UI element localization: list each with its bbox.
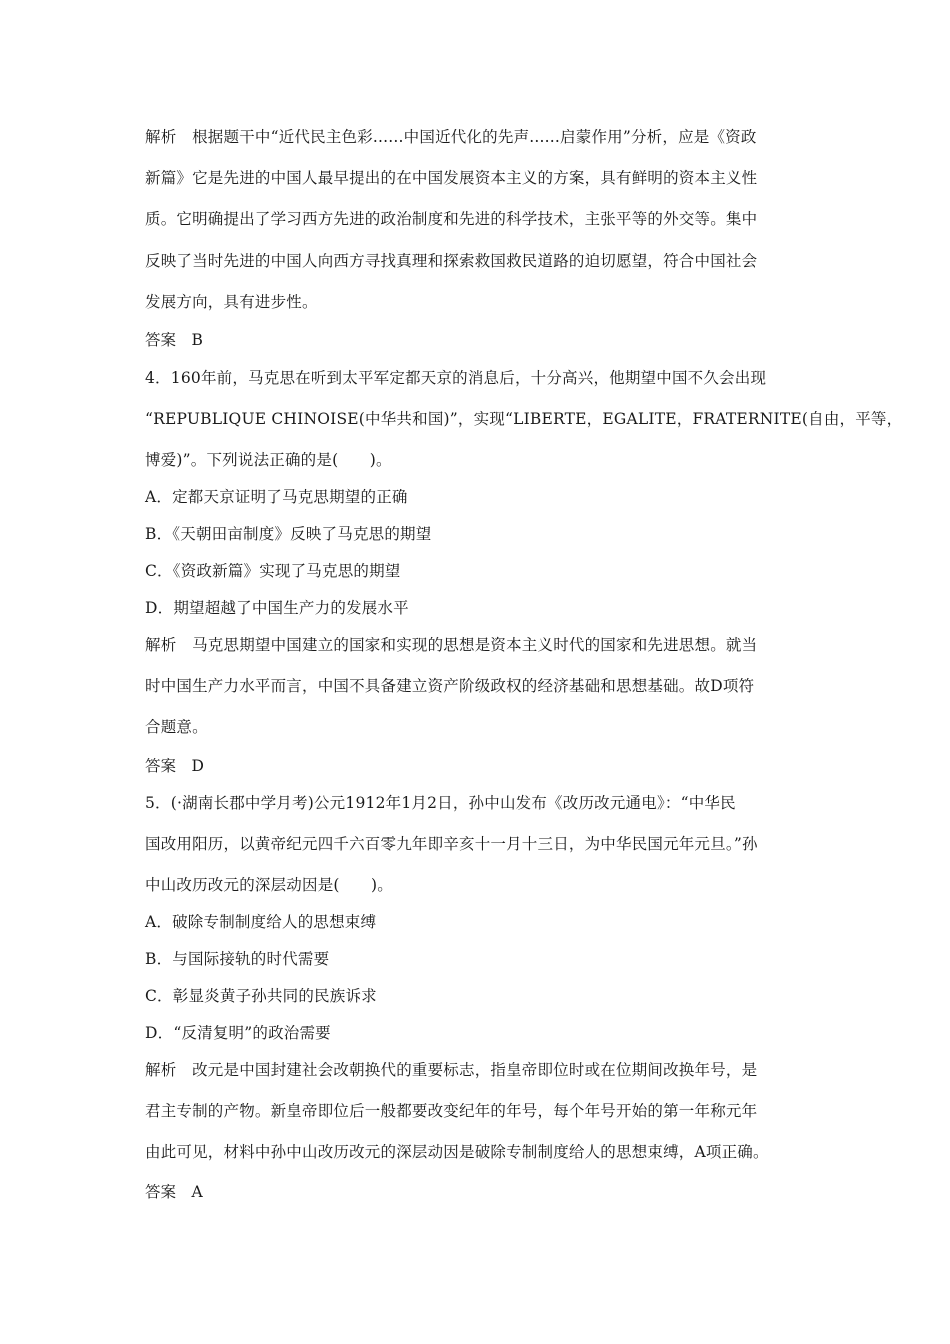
q5-option-c: C．彰显炎黄子孙共同的民族诉求 [145, 987, 377, 1005]
q4-option-a: A．定都天京证明了马克思期望的正确 [145, 488, 408, 506]
q3-analysis-line-2: 新篇》它是先进的中国人最早提出的在中国发展资本主义的方案，具有鲜明的资本主义性 [145, 169, 758, 187]
q4-analysis-line-1: 解析 马克思期望中国建立的国家和实现的思想是资本主义时代的国家和先进思想。就当 [145, 636, 758, 654]
q5-analysis-line-3: 由此可见，材料中孙中山改历改元的深层动因是破除专制制度给人的思想束缚，A项正确。 [145, 1143, 769, 1161]
q4-analysis-line-3: 合题意。 [145, 718, 208, 736]
q4-stem-line-2: “REPUBLIQUE CHINOISE(中华共和国)”，实现“LIBERTE，EGALITE，FRATERNITE(自由，平等， [145, 410, 903, 428]
q5-option-d: D．“反清复明”的政治需要 [145, 1024, 331, 1042]
q4-answer: 答案 D [145, 757, 204, 775]
q3-analysis-line-3: 质。它明确提出了学习西方先进的政治制度和先进的科学技术，主张平等的外交等。集中 [145, 210, 758, 228]
q5-stem-line-1: 5．(·湖南长郡中学月考)公元1912年1月2日，孙中山发布《改历改元通电》：“中华民 [145, 794, 736, 812]
q5-answer: 答案 A [145, 1183, 203, 1201]
q4-analysis-line-2: 时中国生产力水平而言，中国不具备建立资产阶级政权的经济基础和思想基础。故D项符 [145, 677, 755, 695]
q4-stem-line-3: 博爱)”。下列说法正确的是( )。 [145, 451, 392, 469]
q4-option-c: C．《资政新篇》实现了马克思的期望 [145, 562, 401, 580]
q3-analysis-line-1: 解析 根据题干中“近代民主色彩......中国近代化的先声......启蒙作用”分析，应是《资政 [145, 128, 757, 146]
q4-stem-line-1: 4．160年前，马克思在听到太平军定都天京的消息后，十分高兴，他期望中国不久会出现 [145, 369, 767, 387]
q3-analysis-line-4: 反映了当时先进的中国人向西方寻找真理和探索救国救民道路的迫切愿望，符合中国社会 [145, 252, 758, 270]
q5-analysis-line-2: 君主专制的产物。新皇帝即位后一般都要改变纪年的年号，每个年号开始的第一年称元年 [145, 1102, 758, 1120]
q4-option-b: B．《天朝田亩制度》反映了马克思的期望 [145, 525, 432, 543]
q3-analysis-line-5: 发展方向，具有进步性。 [145, 293, 318, 311]
q5-option-b: B．与国际接轨的时代需要 [145, 950, 330, 968]
q5-analysis-line-1: 解析 改元是中国封建社会改朝换代的重要标志，指皇帝即位时或在位期间改换年号，是 [145, 1061, 758, 1079]
q5-stem-line-2: 国改用阳历，以黄帝纪元四千六百零九年即辛亥十一月十三日，为中华民国元年元旦。”孙 [145, 835, 758, 853]
q5-option-a: A．破除专制制度给人的思想束缚 [145, 913, 377, 931]
q3-answer: 答案 B [145, 331, 203, 349]
q4-option-d: D．期望超越了中国生产力的发展水平 [145, 599, 409, 617]
q5-stem-line-3: 中山改历改元的深层动因是( )。 [145, 876, 393, 894]
